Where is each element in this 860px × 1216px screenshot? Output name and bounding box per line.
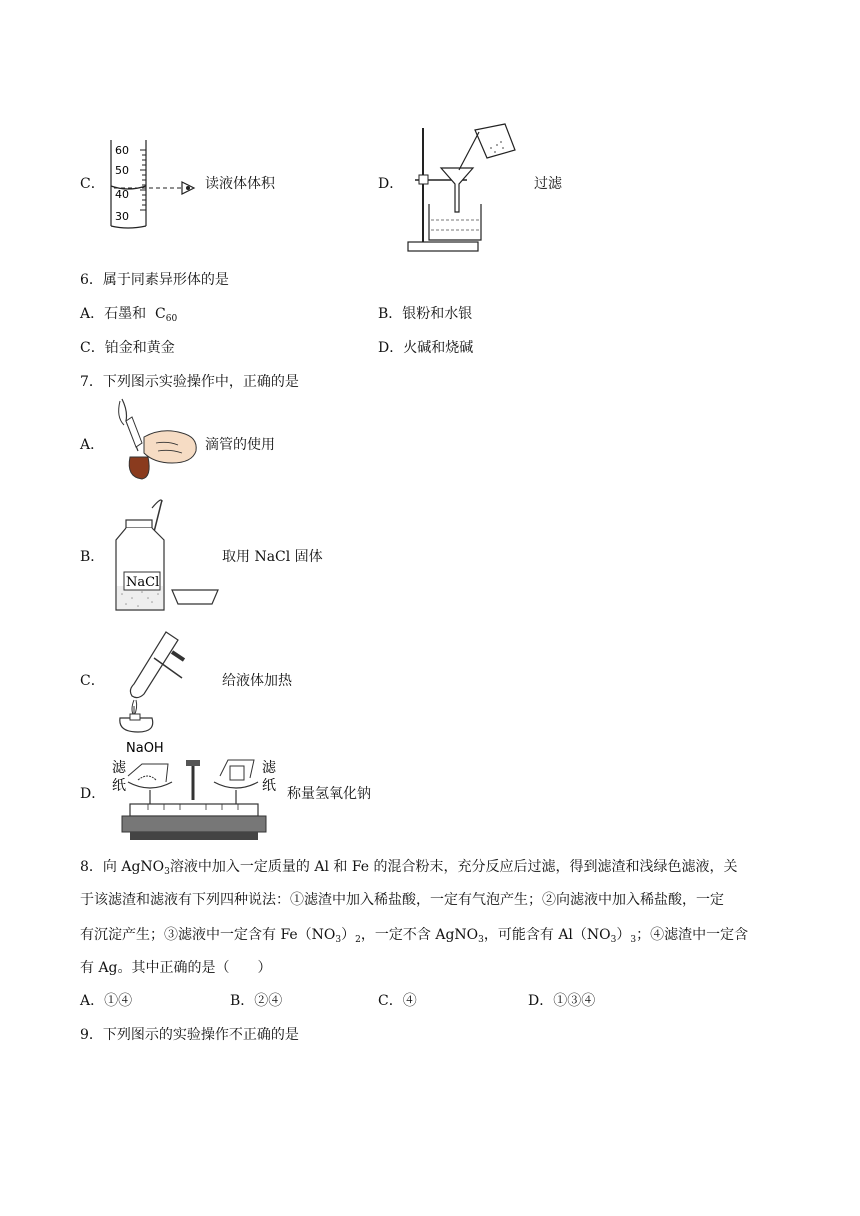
dropper-figure bbox=[112, 397, 204, 487]
q6-option-b: B．银粉和水银 bbox=[378, 306, 473, 322]
q8-line-1: 8．向 AgNO$_3$溶液中加入一定质量的 Al 和 Fe 的混合粉末，充分反应后过滤，得到滤渣和浅绿色滤液，关 bbox=[80, 859, 738, 877]
q6-stem: 6．属于同素异形体的是 bbox=[80, 272, 229, 288]
filter-paper-right-2: 纸 bbox=[262, 778, 276, 794]
q5-option-d-letter: D． bbox=[378, 176, 404, 192]
q6-option-a: A．石墨和 $C_{60}$ bbox=[80, 306, 178, 324]
balance-scale-figure bbox=[108, 738, 283, 846]
q5-option-c-caption: 读液体体积 bbox=[205, 176, 275, 192]
cylinder-tick-30: 30 bbox=[115, 210, 129, 223]
q8-option-c: C．④ bbox=[378, 993, 417, 1009]
q8-line-4: 有 Ag。其中正确的是（ ） bbox=[80, 960, 272, 976]
q7-option-d-caption: 称量氢氧化钠 bbox=[287, 786, 371, 802]
q6-option-c: C．铂金和黄金 bbox=[80, 340, 175, 356]
q7-option-b-caption: 取用 NaCl 固体 bbox=[222, 549, 323, 565]
cylinder-tick-50: 50 bbox=[115, 164, 129, 177]
q8-line-2: 于该滤渣和滤液有下列四种说法：①滤渣中加入稀盐酸，一定有气泡产生；②向滤液中加入稀盐酸，一定 bbox=[80, 892, 724, 908]
graduated-cylinder-figure bbox=[100, 136, 205, 231]
q5-option-c-letter: C． bbox=[80, 176, 105, 192]
filter-paper-left-1: 滤 bbox=[112, 760, 126, 776]
q5-option-d-caption: 过滤 bbox=[534, 176, 562, 192]
q7-option-a-letter: A． bbox=[80, 437, 105, 453]
nacl-label: NaCl bbox=[126, 575, 160, 590]
q6-option-d: D．火碱和烧碱 bbox=[378, 340, 474, 356]
q8-option-d: D．①③④ bbox=[528, 993, 596, 1009]
filtration-apparatus-figure bbox=[405, 120, 525, 255]
q7-option-a-caption: 滴管的使用 bbox=[205, 437, 275, 453]
cylinder-tick-40: 40 bbox=[115, 188, 129, 201]
q7-option-c-letter: C． bbox=[80, 673, 105, 689]
filter-paper-right-1: 滤 bbox=[262, 760, 276, 776]
q8-option-b: B．②④ bbox=[230, 993, 283, 1009]
cylinder-tick-60: 60 bbox=[115, 144, 129, 157]
q8-line-3: 有沉淀产生；③滤液中一定含有 $Fe(NO_3)_2$，一定不含 AgNO$_3$，可能含有 $Al(NO_3)_3$；④滤渣中一定含 bbox=[80, 927, 749, 945]
heating-test-tube-figure bbox=[112, 628, 192, 734]
reagent-bottle-figure bbox=[112, 494, 222, 614]
q7-option-d-letter: D． bbox=[80, 786, 106, 802]
naoh-label: NaOH bbox=[126, 741, 164, 756]
q7-stem: 7．下列图示实验操作中，正确的是 bbox=[80, 374, 299, 390]
filter-paper-left-2: 纸 bbox=[112, 778, 126, 794]
q8-option-a: A．①④ bbox=[80, 993, 133, 1009]
q7-option-b-letter: B． bbox=[80, 549, 105, 565]
q9-stem: 9．下列图示的实验操作不正确的是 bbox=[80, 1027, 299, 1043]
q7-option-c-caption: 给液体加热 bbox=[222, 673, 292, 689]
